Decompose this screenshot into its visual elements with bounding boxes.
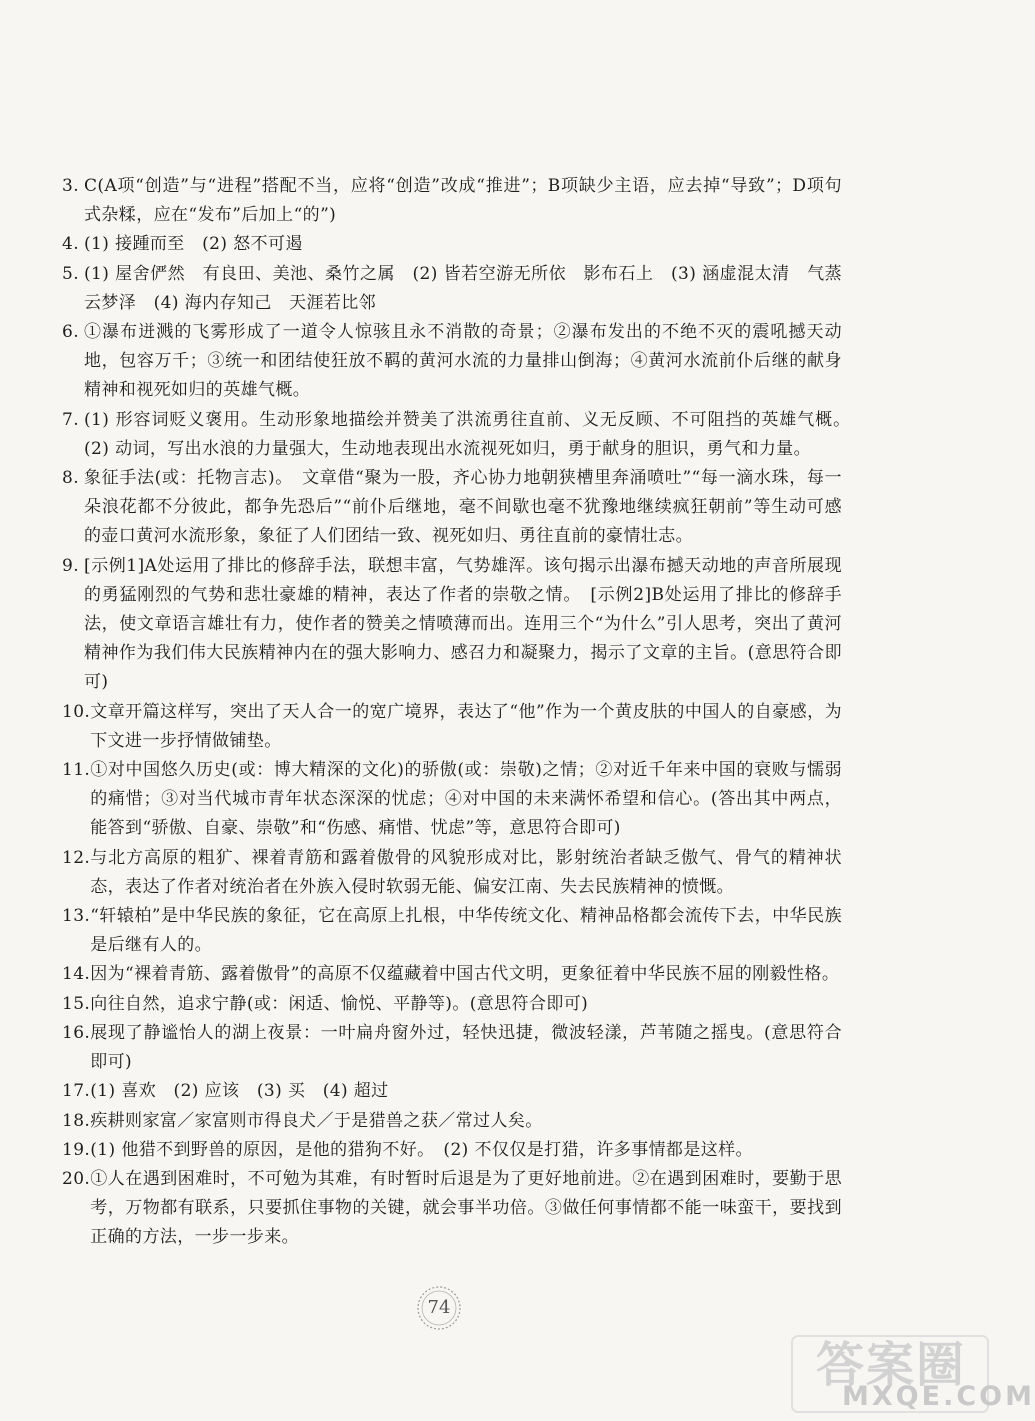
answer-item-19	[62, 1136, 842, 1165]
answer-item-12	[62, 844, 842, 902]
answer-item-5	[62, 260, 842, 318]
answer-number: 10.	[62, 701, 91, 722]
answer-number: 8.	[62, 468, 80, 489]
answer-number: 11.	[62, 760, 91, 781]
answer-item-4	[62, 230, 842, 259]
answer-text: (1) 他猎不到野兽的原因，是他的猎狗不好。 (2) 不仅仅是打猎，许多事情都是这样。	[90, 1139, 753, 1160]
answer-text: 展现了静谧怡人的湖上夜景：一叶扁舟窗外过，轻快迅捷，微波轻漾，芦苇随之摇曳。(意思符合即可)	[90, 1022, 842, 1073]
answer-text: 象征手法(或：托物言志)。 文章借“聚为一股，齐心协力地朝狭槽里奔涌喷吐”“每一滴水珠，每一朵浪花都不分彼此，都争先恐后”“前仆后继地，毫不间歇也毫不犹豫地继续疯狂朝前”等生动可感的壶口黄河水流形象，象征了人们团结一致、视死如归、勇往直前的豪情壮志。	[84, 468, 842, 547]
watermark-cn-text: 答案圈	[816, 1337, 967, 1393]
answer-item-13	[62, 902, 842, 960]
answer-text: (1) 喜欢 (2) 应该 (3) 买 (4) 超过	[90, 1081, 389, 1102]
watermark-url-text: MXQE.COM	[842, 1381, 1035, 1412]
answer-text: [示例1]A处运用了排比的修辞手法，联想丰富，气势雄浑。该句揭示出瀑布撼天动地的声音所展现的勇猛刚烈的气势和悲壮豪雄的精神，表达了作者的崇敬之情。 [示例2]B处运用了排比的修辞手法，使文章语言雄壮有力，使作者的赞美之情喷薄而出。连用三个“为什么”引人思考，突出了黄河精神作为我们伟大民族精神内在的强大影响力、感召力和凝聚力，揭示了文章的主旨。(意思符合即可)	[84, 555, 842, 693]
answer-list	[62, 172, 860, 1253]
answer-number: 6.	[62, 322, 80, 343]
answer-text: (1) 屋舍俨然 有良田、美池、桑竹之属 (2) 皆若空游无所依 影布石上 (3) 涵虚混太清 气蒸云梦泽 (4) 海内存知己 天涯若比邻	[84, 263, 842, 313]
answer-item-14	[62, 960, 842, 989]
answer-item-11	[62, 756, 842, 844]
answer-number: 17.	[62, 1081, 91, 1102]
answer-number: 9.	[62, 555, 80, 576]
answer-item-18	[62, 1107, 842, 1136]
answer-number: 5.	[62, 263, 80, 284]
answer-number: 16.	[62, 1022, 91, 1043]
answer-text: ①对中国悠久历史(或：博大精深的文化)的骄傲(或：崇敬)之情；②对近千年来中国的衰败与懦弱的痛惜；③对当代城市青年状态深深的忧虑；④对中国的未来满怀希望和信心。(答出其中两点，能答到“骄傲、自豪、崇敬”和“伤感、痛惜、忧虑”等，意思符合即可)	[90, 760, 842, 839]
answer-text: ①人在遇到困难时，不可勉为其难，有时暂时后退是为了更好地前进。②在遇到困难时，要勤于思考，万物都有联系，只要抓住事物的关键，就会事半功倍。③做任何事情都不能一味蛮干，要找到正确的方法，一步一步来。	[90, 1168, 842, 1248]
answer-item-16	[62, 1019, 842, 1077]
answer-number: 3.	[62, 176, 80, 196]
answer-number: 15.	[62, 993, 91, 1014]
answer-text: 疾耕则家富／家富则市得良犬／于是猎兽之获／常过人矣。	[90, 1110, 543, 1131]
answer-number: 14.	[62, 964, 91, 985]
answer-text: (1) 接踵而至 (2) 怒不可遏	[84, 234, 303, 255]
answer-item-10	[62, 698, 842, 756]
answer-item-15	[62, 990, 842, 1019]
answer-text: 因为“裸着青筋、露着傲骨”的高原不仅蕴藏着中国古代文明，更象征着中华民族不屈的刚毅性格。	[90, 964, 840, 985]
answer-item-7	[62, 406, 860, 464]
answer-item-17	[62, 1077, 842, 1106]
answer-text: ①瀑布迸溅的飞雾形成了一道令人惊骇且永不消散的奇景；②瀑布发出的不绝不灭的震吼撼天动地，包容万千；③统一和团结使狂放不羁的黄河水流的力量排山倒海；④黄河水流前仆后继的献身精神和视死如归的英雄气概。	[84, 322, 842, 401]
answer-item-9	[62, 552, 842, 698]
answer-item-6	[62, 318, 842, 406]
answer-number: 19.	[62, 1139, 91, 1160]
answer-text: 文章开篇这样写，突出了天人合一的宽广境界，表达了“他”作为一个黄皮肤的中国人的自豪感，为下文进一步抒情做铺垫。	[90, 701, 842, 751]
answer-number: 18.	[62, 1110, 91, 1131]
answer-text: C(A项“创造”与“进程”搭配不当，应将“创造”改成“推进”；B项缺少主语，应去掉“导致”；D项句式杂糅，应在“发布”后加上“的”)	[84, 176, 842, 226]
answer-number: 12.	[62, 847, 91, 868]
answer-number: 4.	[62, 234, 80, 255]
answer-number: 7.	[62, 409, 80, 430]
answer-text: “轩辕柏”是中华民族的象征，它在高原上扎根，中华传统文化、精神品格都会流传下去，中华民族是后继有人的。	[90, 906, 842, 956]
answer-number: 20.	[62, 1168, 91, 1189]
answer-text: (1) 形容词贬义褒用。生动形象地描绘并赞美了洪流勇往直前、义无反顾、不可阻挡的英雄气概。 (2) 动词，写出水浪的力量强大，生动地表现出水流视死如归，勇于献身的胆识，勇气和力量。	[84, 409, 860, 459]
answer-number: 13.	[62, 906, 91, 927]
answer-item-3	[62, 172, 842, 230]
page-number: 74	[427, 1297, 451, 1318]
answer-text: 向往自然，追求宁静(或：闲适、愉悦、平静等)。(意思符合即可)	[90, 993, 589, 1014]
answer-item-8	[62, 464, 842, 552]
answer-text: 与北方高原的粗犷、裸着青筋和露着傲骨的风貌形成对比，影射统治者缺乏傲气、骨气的精神状态，表达了作者对统治者在外族入侵时软弱无能、偏安江南、失去民族精神的愤慨。	[90, 847, 842, 897]
answer-item-20	[62, 1165, 842, 1253]
